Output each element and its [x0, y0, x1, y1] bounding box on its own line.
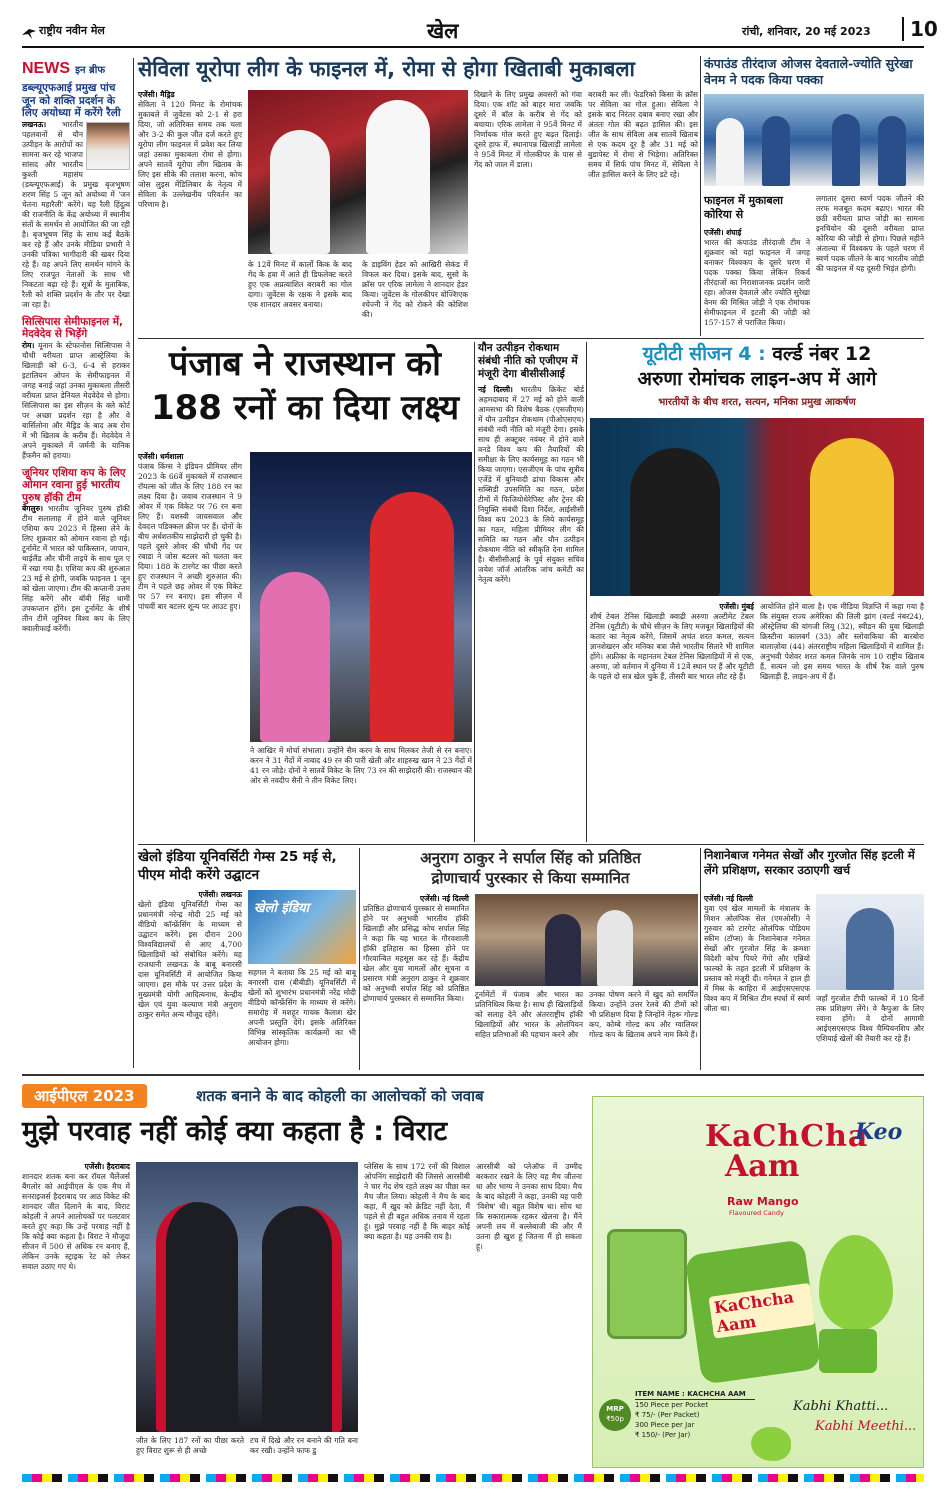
archery-col-1: भारत की कंपाउंड तीरंदाजी टीम ने शुक्रवार को यहां फाइनल में जगह बनाकर विश्वकप के दूसरे चरण में पदक पक्का किया लेकिन रिकर्व तीरंदाजों का निराशाजनक प्रदर्शन जारी रहा। ओजस देवताले और ज्योति सुरेखा वेनम की मिश्रित जोड़ी ने एक रोमांचक सेमीफाइनल में इटली की जोड़ी को 157-157 से पराजित किया। [704, 238, 810, 327]
shooting-col-2: जहाँ गुरजोत टीपी फाल्को में 10 दिनों तक प्रशिक्षण लेंगे। वे कैपुआ के लिए रवाना होंगे। वे दोनों आगामी आईएसएसएफ विश्व चैम्पियनशिप और एशियाई खेलों की तैयारी कर रहे हैं। [816, 994, 924, 1043]
sevilla-article [138, 56, 698, 336]
wrestler-photo [86, 122, 130, 170]
kohli-col-5: आरसीबी को प्लेऑफ में उम्मीद बरकरार रखने के लिए यह मैच जीतना था और भाग्य ने उनका साथ दिया। मैच के बाद कोहली ने कहा, उनकी यह पारी 'विशेष' थी। बहुत विशेष था। सोच था कि सकारात्मक रहकर खेलना है। मैंने अपनी लय में बल्लेबाजी की और मैं उतना ही खुश हूं जितना मैं हो सकता हूं। [476, 1162, 582, 1251]
kohli-kicker: शतक बनाने के बाद कोहली का आलोचकों को जवाब [196, 1087, 484, 1105]
batsman-figure [260, 572, 330, 742]
brief-3-dateline: बेंगलुरु। [22, 504, 43, 513]
shooter-photo [816, 894, 924, 990]
archery-divider [700, 56, 701, 336]
tt-headline-line-1 [590, 342, 924, 367]
ad-keo-logo: Keo [855, 1119, 903, 1145]
ad-mango-image [751, 1427, 791, 1461]
tt-dateline: एजेंसी। मुंबई [719, 602, 754, 611]
shooting-col-1: युवा एवं खेल मामलों के मंत्रालय के मिशन ओलंपिक सेल (एमओसी) ने गुरुवार को टारगेट ओलंपिक पोडियम स्कीम (टॉप्स) के निशानेबाज गनेमत सेखों और गुरजोत सिंह के क्रमशः विदेशी कोच पियरे गेंगो और एन्नियो फाल्को के तहत इटली में प्रशिक्षण के प्रस्ताव को मंजूरी दी। गनेमत ने हाल ही में मिस्र के काहिरा में आईएसएसएफ विश्व कप में मिश्रित टीम स्पर्धा में स्वर्ण जीता था। [704, 904, 810, 1013]
news-brief-sidebar [22, 58, 130, 1068]
row1-bottom-rule [138, 338, 924, 339]
printer-registration-strip [22, 1474, 924, 1482]
ad-line-1: 150 Piece per Pocket [635, 1401, 709, 1409]
kohli-kicker-row [22, 1080, 582, 1112]
punjab-dateline: एजेंसी। धर्मशाला [138, 452, 184, 461]
player-sathiyan-figure [810, 438, 894, 596]
bcci-headline: यौन उत्पीड़न रोकथाम संबंधी नीति को एजीएम में मंजूरी देगा बीसीसीआई [478, 342, 578, 380]
archery-article [704, 56, 924, 336]
ad-small-pack-image [819, 1329, 877, 1373]
masthead [22, 14, 938, 48]
news-label: NEWS [22, 60, 70, 77]
khelo-dateline: एजेंसी। लखनऊ [198, 890, 242, 899]
bird-logo-icon [22, 24, 36, 34]
tt-article [590, 342, 924, 842]
section-title: खेल [427, 19, 459, 43]
kachcha-aam-ad [592, 1096, 924, 1468]
brief-2-body: यूनान के स्टेफानोस सित्सिपास ने चौथी वरीयता प्राप्त आस्ट्रेलिया के खिलाड़ी को 6-3, 6-4 से हराकर इटालियन ओपन के सेमीफाइनल में जगह बनाई जहां उनका मुकाबला तीसरी वरीयता प्राप्त डेनियल मेदवेदेव से होगा। सित्सिपास का इस सीज़न के क्ले कोर्ट पर अच्छा प्रदर्शन रहा है और वे बार्सिलोना और मैड्रिड के बाद अब रोम में भी खिताब के करीब हैं। मेदवेदेव ने अपने मुकाबले में जर्मनी के यानिक हैंफमैन को हराया। [22, 340, 130, 460]
brief-2 [22, 316, 130, 461]
sevilla-col-4: दिखाने के लिए प्रमुख अवसरों को गंवा दिया। एक शॉट को बाहर मारा जबकि दूसरे में बॉल के करीब से गेंद को बचाया। एरिक लामेला ने 95वें मिनट में निर्णायक गोल करते हुए बढ़त दिलाई। दूसरे हाफ में, स्थानापन्न खिलाड़ी लामेला ने 95वें मिनट में गोलकीपर के पास से गेंद को जाल में डाला। [474, 90, 582, 169]
news-sub-label: इन ब्रीफ [75, 65, 106, 76]
tt-divider [586, 342, 587, 842]
sevilla-col-2: के 12वें मिनट में कार्लो किक के बाद गेंद के हवा में आते ही डिफलेक्ट करते हुए एक अप्रत्याशित बराबरी का गोल दागा। जुवेंटस के रक्षक ने इसके बाद एक शानदार अवसर बनाया। [248, 260, 352, 309]
player-aruna-figure [630, 448, 720, 596]
archer-figure-2 [762, 116, 790, 186]
bcci-body: भारतीय क्रिकेट बोर्ड अहमदाबाद में 27 मई को होने वाली आमसभा की विशेष बैठक (एसजीएम) में यौन उत्पीड़न रोकथाम (पीओएसएच) संबंधी नयी नीति को मंजूरी देगा। इसके साथ ही अक्टूबर नवंबर में होने वाले वनडे विश्व कप की तैयारियों की समीक्षा के लिए कार्यसमूह का गठन भी किया जाएगा। एसजीएम के पांच सूत्रीय एजेंडे में बुनियादी ढांचा विकास और सब्सिडी उपसमिति का गठन, प्रदेश टीमों में फिजियोथेरेपिस्ट और ट्रेनर की नियुक्ति संबंधी दिशा निर्देश, आईसीसी विश्व कप 2023 के लिये कार्यसमूह का गठन, महिला प्रीमियर लीग की समिति का गठन और यौन उत्पीड़न रोकथाम नीति को स्वीकृति देना शामिल है। बीसीसीआई के पूर्व संयुक्त सचिव जयेश जॉर्ज आंतरिक जांच कमेटी का नेतृत्व करेंगे। [478, 385, 584, 584]
punjab-col-2: ने आखिर में मोर्चा संभाला। उन्होंने सैम करन के साथ मिलकर तेजी से रन बनाए। करन ने 31 गेंदों में नाबाद 49 रन की पारी खेली और शाहरुख खान ने 23 गेंदों में 41 रन जोड़े। दोनों ने सातवें विकेट के लिए 73 रन की साझेदारी की। राजस्थान की ओर से नवदीप सैनी ने तीन विकेट लिए। [250, 746, 472, 785]
ad-details [635, 1389, 755, 1440]
archer-figure-4 [878, 116, 906, 186]
ipl-tag: आईपीएल 2023 [22, 1084, 147, 1108]
sidebar-divider [133, 58, 134, 1068]
sevilla-col-1: सेविला ने 120 मिनट के रोमांचक मुकाबले में जुवेंटस को 2-1 से हरा दिया, जो अतिरिक्त समय तक चला और 3-2 की कुल जीत दर्ज करते हुए यूरोपा लीग फाइनल में प्रवेश कर लिया जहां उसका मुकाबला रोमा से होगा। अपने सातवें यूरोपा लीग खिताब के लिए इस सीके की तलाश करना, कोच जोस लुइस मेंडिलिबार के नेतृत्व में सेविला के उल्लेखनीय परिवर्तन का परिणाम है। [138, 100, 242, 209]
kohli-dateline: एजेंसी। हैदराबाद [84, 1162, 130, 1171]
archery-col-2: लगातार दूसरा स्वर्ण पदक जीतने की तरफ मजबूत कदम बढ़ाए। भारत की छठी वरीयता प्राप्त जोड़ी का सामना इनचियोन की दूसरी वरीयता प्राप्त कोरिया की जोड़ी से होगा। पिछले महीने अंताल्या में विश्वकप के पहले चरण में स्वर्ण पदक जीतने के बाद भारतीय जोड़ी की फाइनल में यह दूसरी भिड़ंत होगी। [816, 194, 924, 273]
archery-headline: कंपाउंड तीरंदाज ओजस देवताले-ज्योति सुरेखा वेनम ने पदक किया पक्का [704, 56, 913, 87]
sevilla-col-3: के डाइविंग हेडर को आखिरी सेकंड में विफल कर दिया। इसके बाद, सुसो के क्रॉस पर एरिक लामेला ने शानदार हेडर किया। जुवेंटस के गोलकीपर वोज्शिएक श्चेज्नी ने गेंद को रोकने की कोशिश की। [362, 260, 468, 319]
thakur-headline-2: द्रोणाचार्य पुरस्कार से किया सम्मानित [431, 869, 630, 887]
brief-1-body: भारतीय पहलवानों से यौन उत्पीड़न के आरोपों का सामना कर रहे भाजपा सांसद और भारतीय कुश्ती महासंघ (डब्ल्यूएफआई) के प्रमुख बृजभूषण शरण सिंह 5 जून को अयोध्या में 'जन चेतना महारैली' करेंगे। यह रैली हिंदुत्व की राजनीति के केंद्र अयोध्या में स्थानीय संतों के समर्थन से आयोजित की जा रही है। बृजभूषण सिंह के साथ कई बैठकें कर रहे हैं और उनके मीडिया प्रभारी ने उनकी पत्रिका भागीदारी की खबर दिया रहे हैं। वह अपने लिए समर्थन मांगने के लिए राजपूत नेताओं के साथ भी निकटता बढ़ा रहे हैं। सूत्रों के मुताबिक, रैली को शक्ति प्रदर्शन के तौर पर देखा जा रहा है। [22, 119, 130, 309]
tt-col-2: आयोजित होने वाला है। एक मीडिया विज्ञप्ति में कहा गया है कि संयुक्त राज्य अमेरिका की लिली झांग (वर्ल्ड नंबर24), ऑस्ट्रेलिया की यांगजी लियू (32), स्वीडन की युवा खिलाड़ी क्रिस्टीना कालबर्ग (33) और स्लोवाकिया की बारबोरा बालाज़ोवा (44) अंतरराष्ट्रीय महिला खिलाड़ियों में शामिल हैं। अनुभवी पेशेवर शरत कमल जिनके नाम 10 राष्ट्रीय खिताब हैं, सत्यन जो इस समय भारत के शीर्ष रैंक वाले पुरुष खिलाड़ी हैं, लाइन-अप में हैं। [760, 602, 924, 681]
news-brief-label [22, 58, 130, 82]
bcci-article [478, 342, 584, 842]
ad-pack-name: KaChcha Aam [708, 1283, 815, 1339]
faf-figure [262, 1206, 342, 1432]
kohli-col-2: जीत के लिए 187 रनों का पीछा करते हुए विराट शुरू से ही अच्छे [136, 1436, 244, 1455]
sevilla-col-5: बराबरी कर ली। फेडरिको किसा के क्रॉस पर सेविला का गोल हुआ। सेविला ने इसके बाद निरंतर दबाव बनाए रखा और अंततः गोल की बढ़त हासिल की। इस जीत के साथ सेविला अब सातवें खिताब से एक कदम दूर है और 31 मई को बुडापेस्ट में रोमा से भिड़ेगा। अतिरिक्त समय में सिर्फ पांच मिनट में, सेविला ने जीत हासिल करने के लिए डटे रहे। [588, 90, 698, 179]
brief-3-body: भारतीय जूनियर पुरुष हॉकी टीम सलालाह में होने वाले जूनियर एशिया कप 2023 में हिस्सा लेने के लिए शुक्रवार को ओमान रवाना हो गई। टूर्नामेंट में भारत को पाकिस्तान, जापान, थाईलैंड और चीनी ताइपे के साथ पूल ए में रखा गया है। एशिया कप की शुरुआत 23 मई से होगी, जबकि फाइनल 1 जून को खेला जाएगा। टीम की कप्तानी उत्तम सिंह करेंगे और बॉबी सिंह धामी उपकप्तान होंगे। इस टूर्नामेंट के शीर्ष तीन टीमें जूनियर विश्व कप के लिए क्वालीफाई करेंगी। [22, 504, 130, 633]
punjab-headline-2: 188 रनों का दिया लक्ष्य [150, 388, 460, 428]
ad-item-label: ITEM NAME : KACHCHA AAM [635, 1389, 755, 1400]
archery-dateline: एजेंसी। शंघाई [704, 228, 742, 237]
ad-brand-line-1: KaChCha [705, 1119, 869, 1154]
punjab-photo [250, 452, 472, 742]
shooting-divider [700, 848, 701, 1070]
khelo-article [138, 848, 356, 1070]
brief-3 [22, 467, 130, 635]
archery-photo [704, 94, 924, 186]
tt-headline-line-2: अरुणा रोमांचक लाइन-अप में आगे [637, 368, 877, 390]
sevilla-dateline: एजेंसी। मैड्रिड [138, 90, 175, 99]
ad-line-3: 300 Piece per Jar [635, 1421, 695, 1429]
sevilla-headline: सेविला यूरोपा लीग के फाइनल में, रोमा से होगा खिताबी मुकाबला [138, 57, 635, 81]
khelo-col-2: सहगल ने बताया कि 25 मई को बाबू बनारसी दास (बीबीडी) यूनिवर्सिटी में खेलों को शुभारंभ प्रधानमंत्री नरेंद्र मोदी वीडियो कॉन्फ्रेंसिंग के माध्यम से करेंगे। समारोह में मशहूर गायक कैलाश खेर अपनी प्रस्तुति देंगे। इसके अतिरिक्त विभिन्न सांस्कृतिक कार्यक्रमों का भी आयोजन होगा। [248, 968, 356, 1047]
brief-3-headline: जूनियर एशिया कप के लिए ओमान रवाना हुई भारतीय पुरुष हॉकी टीम [22, 466, 126, 504]
kohli-col-1: शानदार शतक बना कर रॉयल चैलेंजर्स बैंगलोर को आईपीएल के एक मैच में सनराइजर्स हैदराबाद पर आठ विकेट की शानदार जीत दिलाने के बाद, विराट कोहली ने अपने आलोचकों पर पलटवार करते हुए कहा कि उन्हें परवाह नहीं है कि कोई क्या कहता है। विराट ने मौजूदा सीजन में 500 से अधिक रन बनाए हैं, लेकिन उनके स्ट्राइक रेट को लेकर सवाल उठाए गए थे। [22, 1172, 130, 1271]
thakur-dateline: एजेंसी। नई दिल्ली [420, 894, 469, 903]
thakur-col-1: प्रतिष्ठित द्रोणाचार्य पुरस्कार से सम्मानित होने पर अनुभवी भारतीय हॉकी खिलाड़ी और प्रसिद्ध कोच सर्पाल सिंह ने कहा कि यह भारत के गौरवशाली हॉकी इतिहास का हिस्सा होने पर गौरवान्वित महसूस कर रहे हैं। केंद्रीय खेल और युवा मामलों और सूचना व प्रसारण मंत्री अनुराग ठाकुर ने शुक्रवार को अनुभवी सर्पाल सिंह को प्रतिष्ठित द्रोणाचार्य पुरस्कार से सम्मानित किया। [363, 904, 469, 1003]
person-2-figure [597, 910, 633, 986]
kohli-figure [156, 1202, 238, 1432]
punjab-col-1: पंजाब किंग्स ने इंडियन प्रीमियर लीग 2023 के 66वें मुकाबले में राजस्थान रॉयल्स को जीत के लिए 188 रन का लक्ष्य दिया है। जवाब राजस्थान ने 9 ओवर में एक विकेट पर 76 रन बना लिए हैं। यशस्वी जायसवाल और देवदत्त पडिक्कल क्रीज पर हैं। दोनों के बीच अर्धशतकीय साझेदारी हो चुकी है। पहले दूसरे ओवर की चौथी गेंद पर रबाडा ने जोस बटलर को चलता कर दिया। 188 के टारगेट का पीछा करते हुए राजस्थान ने अच्छी शुरुआत की। टीम ने पहले छह ओवर में एक विकेट पर 57 रन बनाए। इस सीज़न में पांचवीं बार बटलर शून्य पर आउट हुए। [138, 462, 242, 611]
kohli-col-4: प्लेसिस के साथ 172 रनों की विशाल ओपनिंग साझेदारी की जिससे आरसीबी ने चार गेंद शेष रहते लक्ष्य का पीछा कर मैच जीत लिया। कोहली ने मैच के बाद कहा, मैं खुद को क्रेडिट नहीं देता, मैं पहले से ही बहुत अधिक तनाव में रहता हूं। मुझे परवाह नहीं है कि बाहर कोई क्या कहता है। यह उनकी राय है। [364, 1162, 470, 1241]
tt-headline-pre: यूटीटी सीजन 4 : [642, 343, 766, 365]
punjab-headline-1: पंजाब ने राजस्थान को [169, 344, 441, 384]
archer-figure-3 [832, 114, 860, 186]
archer-figure-1 [716, 118, 744, 186]
row3-bottom-rule [22, 1074, 924, 1076]
paper-name: राष्ट्रीय नवीन मेल [39, 24, 105, 37]
brief-2-dateline: रोम। [22, 340, 35, 350]
punjab-article [138, 342, 472, 842]
shooter-figure [846, 908, 894, 990]
ad-pack-image [685, 1239, 822, 1384]
sevilla-photo [248, 90, 468, 254]
ad-line-2: ₹ 75/- (Per Packet) [635, 1411, 700, 1419]
khelo-logo-text: खेलो इंडिया [254, 901, 309, 916]
ad-tagline-2: Kabhi Meethi... [815, 1419, 917, 1434]
dateline-header: रांची, शनिवार, 20 मई 2023 [742, 25, 871, 38]
ad-mrp-value: ₹50p [606, 1415, 624, 1423]
player-1-figure [270, 130, 330, 254]
thakur-article [363, 848, 698, 1070]
shooting-headline: निशानेबाज गनेमत सेखों और गुरजोत सिंह इटली में लेंगे प्रशिक्षण, सरकार उठाएगी खर्च [704, 848, 915, 877]
kohli-article [22, 1080, 582, 1468]
player-2-figure [366, 100, 430, 254]
row2-bottom-rule [138, 844, 924, 845]
kohli-photo [136, 1162, 358, 1432]
ad-jar-image [607, 1229, 687, 1339]
ad-tagline-1: Kabhi Khatti... [793, 1399, 889, 1414]
ad-flavour-sub: Flavoured Candy [729, 1209, 784, 1217]
brief-2-headline: सित्सिपास सेमीफाइनल में, मेदवेदेव से भिड़ेंगे [22, 315, 124, 340]
khelo-col-1: खेलो इंडिया यूनिवर्सिटी गेम्स का प्रधानमंत्री नरेन्द्र मोदी 25 मई को वीडियो कॉन्फ्रेंसिंग के माध्यम से उद्घाटन करेंगे। इस दौरान 200 विश्वविद्यालयों से आए 4,700 खिलाड़ियों को संबोधित करेंगे। यह राजधानी लखनऊ के बाबू बनारसी दास यूनिवर्सिटी में आयोजित किया जाएगा। इस मौके पर उत्तर प्रदेश के मुख्यमंत्री योगी आदित्यनाथ, केन्द्रीय खेल एवं युवा कल्याण मंत्री अनुराग ठाकुर समेत अन्य मौजूद रहेंगे। [138, 900, 242, 1019]
ad-mrp-badge [599, 1399, 631, 1431]
thakur-headline-1: अनुराग ठाकुर ने सर्पाल सिंह को प्रतिष्ठित [420, 849, 641, 867]
ad-mango-mascot-icon [819, 1235, 893, 1331]
brief-1-dateline: लखनऊ। [22, 119, 47, 129]
ad-brand-line-2: Aam [725, 1149, 800, 1184]
bcci-dateline: नई दिल्ली। [478, 385, 513, 394]
tt-photo [590, 418, 924, 596]
thakur-col-2: टूर्नामेंटों में पंजाब और भारत का प्रतिनिधित्व किया है। साथ ही खिलाड़ियों को सलाह देने और अंतरराष्ट्रीय हॉकी खिलाड़ियों और भारत के ओलंपियन सहित प्रतिभाओं की पहचान करने और [475, 990, 583, 1039]
shooting-dateline: एजेंसी। नई दिल्ली [704, 894, 753, 903]
brief-1-headline: डब्ल्यूएफआई प्रमुख पांच जून को शक्ति प्रदर्शन के लिए अयोध्या में करेंगे रैली [22, 82, 121, 119]
page-number: 10 [902, 17, 938, 41]
kohli-col-3: टच में दिखे और रन बनाने की गति बना कर रखी। उन्होंने फाफ डु [250, 1436, 358, 1455]
ad-line-4: ₹ 150/- (Per Jar) [635, 1431, 691, 1439]
khelo-headline: खेलो इंडिया यूनिवर्सिटी गेम्स 25 मई से, पीएम मोदी करेंगे उद्घाटन [138, 849, 337, 883]
tt-col-1: शीर्ष टेबल टेनिस खिलाड़ी क्वाद्री अरुणा अल्टीमेट टेबल टेनिस (यूटीटी) के चौथे सीज़न के लिए मजबूत खिलाड़ियों की कतार का नेतृत्व करेंगे, जिसमें अचंत शरत कमल, सत्यन ज्ञानशेखरन और मनिका बत्रा जैसे भारतीय सितारे भी शामिल होंगे। अफ्रीका के महानतम टेबल टेनिस खिलाड़ियों में से एक, अरुणा, जो वर्तमान में दुनिया में 12वें स्थान पर हैं और यूटीटी के पहले दो सत्र खेल चुके हैं, तीसरी बार भारत लौट रहे हैं। [590, 612, 754, 681]
ad-mrp-label: MRP [606, 1405, 624, 1413]
shooting-article [704, 848, 924, 1070]
archery-subhead: फाइनल में मुकाबला कोरिया से [704, 194, 783, 221]
person-1-figure [545, 914, 581, 986]
ad-flavour: Raw Mango [727, 1195, 799, 1208]
tt-subhead: भारतीयों के बीच शरत, सत्यन, मनिका प्रमुख आकर्षण [658, 397, 856, 408]
celebrating-player-figure [370, 492, 454, 742]
thakur-col-3: उनका पोषण करने में खुद को समर्पित किया। उन्होंने उत्तर रेलवे की टीमों को भी प्रशिक्षण दिया है जिन्होंने नेहरू गोल्ड कप, कोम्बे गोल्ड कप और ग्वालियर गोल्ड कप के ख़िताब अपने नाम किये हैं। [589, 990, 698, 1039]
thakur-award-photo [475, 894, 698, 986]
thakur-divider [359, 848, 360, 1070]
bcci-divider [474, 342, 475, 842]
kohli-headline: मुझे परवाह नहीं कोई क्या कहता है : विराट [22, 1116, 448, 1147]
tt-headline-post: वर्ल्ड नंबर 12 [772, 343, 872, 365]
khelo-logo-photo [248, 890, 356, 964]
brief-1 [22, 82, 130, 310]
